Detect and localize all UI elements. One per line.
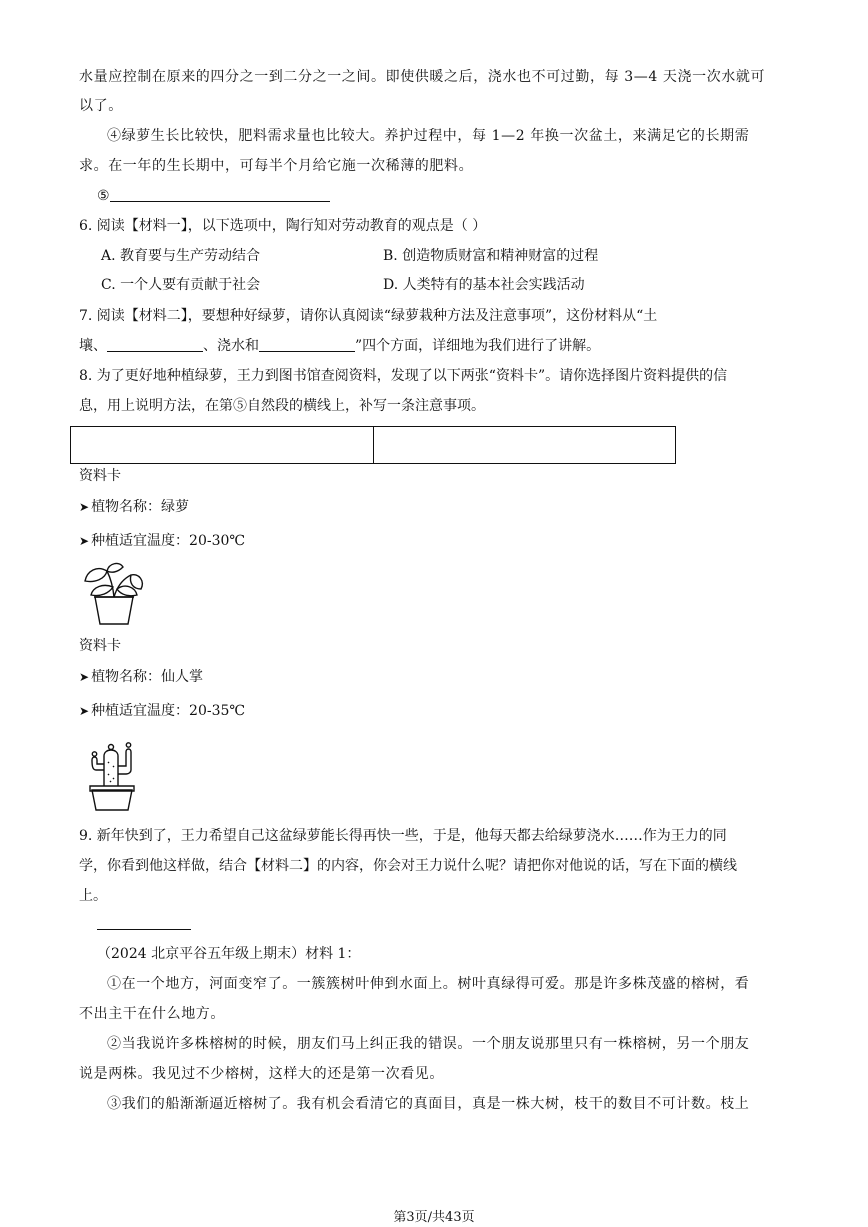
card-1-temp: ➤ 种植适宜温度：20-30℃ bbox=[79, 533, 246, 549]
paragraph-5-fill bbox=[97, 187, 330, 205]
arrow-bullet-icon: ➤ bbox=[79, 534, 90, 548]
question-6-option-c[interactable]: C. 一个人要有贡献于社会 bbox=[101, 277, 261, 293]
question-7-text: 、浇水和 bbox=[203, 338, 259, 354]
page-number: 第3页/共43页 bbox=[393, 1210, 475, 1225]
question-9-line: 上。 bbox=[79, 888, 107, 904]
pothos-plant-icon bbox=[83, 561, 145, 627]
material-paragraph-line: 说是两株。我见过不少榕树，这样大的还是第一次看见。 bbox=[79, 1066, 444, 1082]
question-8-line: 8. 为了更好地种植绿萝，王力到图书馆查阅资料，发现了以下两张“资料卡”。请你选择图片资料提供的信 bbox=[79, 368, 728, 384]
card-1-name: ➤ 植物名称：绿萝 bbox=[79, 499, 190, 515]
question-7-text: 壤、 bbox=[79, 338, 107, 354]
card-table bbox=[70, 426, 676, 464]
paragraph-line: 水量应控制在原来的四分之一到二分之一之间。即使供暖之后，浇水也不可过勤，每 3—4 天浇一次水就可 bbox=[79, 69, 766, 85]
material-paragraph-line: ②当我说许多株榕树的时候，朋友们马上纠正我的错误。一个朋友说那里只有一株榕树，另一个朋友 bbox=[107, 1036, 750, 1052]
material-paragraph-line: 不出主干在什么地方。 bbox=[79, 1006, 225, 1022]
arrow-bullet-icon: ➤ bbox=[79, 704, 90, 718]
paragraph-5-label: ⑤ bbox=[97, 188, 110, 204]
question-9-line: 9. 新年快到了，王力希望自己这盆绿萝能长得再快一些，于是，他每天都去给绿萝浇水……作为王力的同 bbox=[79, 828, 727, 844]
question-7-line: 7. 阅读【材料二】，要想种好绿萝，请你认真阅读“绿萝栽种方法及注意事项”，这份材料从“土 bbox=[79, 308, 658, 324]
arrow-bullet-icon: ➤ bbox=[79, 500, 90, 514]
paragraph-line: 以了。 bbox=[79, 98, 123, 114]
question-8-line: 息，用上说明方法，在第⑤自然段的横线上，补写一条注意事项。 bbox=[79, 398, 485, 414]
question-7-text: ”四个方面，详细地为我们进行了讲解。 bbox=[355, 338, 601, 354]
answer-blank[interactable] bbox=[107, 337, 203, 352]
question-7-line-2 bbox=[79, 337, 600, 355]
card-1-title: 资料卡 bbox=[79, 468, 121, 484]
arrow-bullet-icon: ➤ bbox=[79, 670, 90, 684]
material-heading: （2024 北京平谷五年级上期末）材料 1： bbox=[97, 946, 361, 962]
card-2-temp: ➤ 种植适宜温度：20-35℃ bbox=[79, 703, 246, 719]
paragraph-4-line: 求。在一年的生长期中，可每半个月给它施一次稀薄的肥料。 bbox=[79, 158, 474, 174]
answer-blank[interactable] bbox=[110, 187, 330, 202]
answer-blank[interactable] bbox=[259, 337, 355, 352]
card-2-name: ➤ 植物名称：仙人掌 bbox=[79, 669, 204, 685]
answer-blank[interactable] bbox=[97, 915, 191, 930]
question-9-line: 学，你看到他这样做，结合【材料二】的内容，你会对王力说什么呢？请把你对他说的话，写在下面的横线 bbox=[79, 858, 737, 874]
material-paragraph-line: ③我们的船渐渐逼近榕树了。我有机会看清它的真面目，真是一株大树，枝干的数目不可计数。枝上 bbox=[107, 1096, 750, 1112]
table-divider bbox=[373, 427, 374, 463]
cactus-plant-icon bbox=[84, 734, 140, 812]
question-9-answer-line[interactable] bbox=[97, 915, 191, 933]
question-6-option-d[interactable]: D. 人类特有的基本社会实践活动 bbox=[383, 277, 585, 293]
paragraph-4-line: ④绿萝生长比较快，肥料需求量也比较大。养护过程中，每 1—2 年换一次盆土，来满足它的长期需 bbox=[107, 128, 750, 144]
question-6-stem: 6. 阅读【材料一】，以下选项中，陶行知对劳动教育的观点是（ ） bbox=[79, 218, 487, 234]
card-2-title: 资料卡 bbox=[79, 638, 121, 654]
question-6-option-a[interactable]: A. 教育要与生产劳动结合 bbox=[101, 248, 261, 264]
question-6-option-b[interactable]: B. 创造物质财富和精神财富的过程 bbox=[383, 248, 599, 264]
material-paragraph-line: ①在一个地方，河面变窄了。一簇簇树叶伸到水面上。树叶真绿得可爱。那是许多株茂盛的榕树，看 bbox=[107, 976, 750, 992]
